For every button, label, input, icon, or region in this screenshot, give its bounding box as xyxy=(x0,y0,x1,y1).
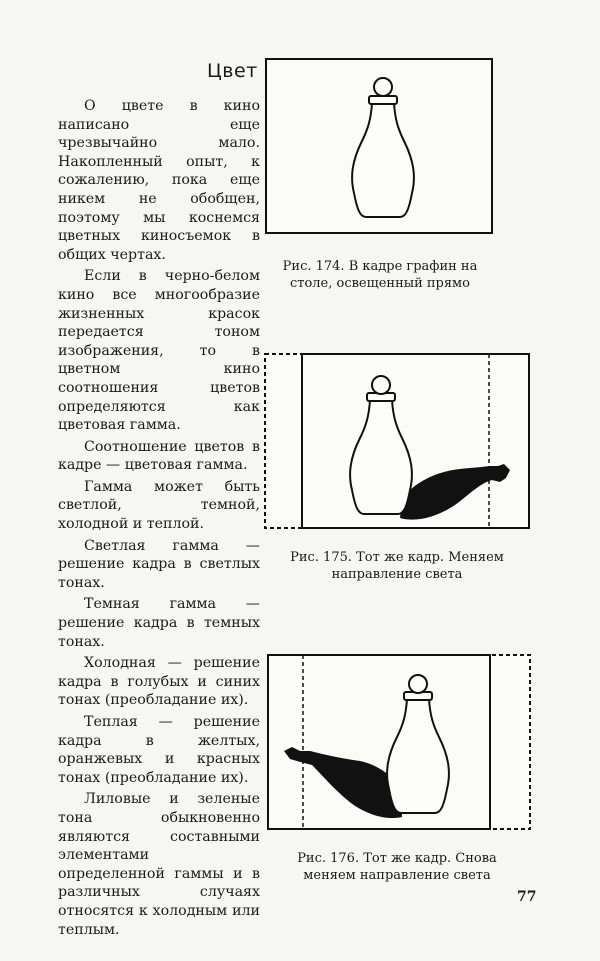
page-number: 77 xyxy=(517,889,537,905)
figure-175 xyxy=(262,352,532,532)
body-text xyxy=(58,97,260,942)
section-heading: Цвет xyxy=(207,60,258,82)
figure-176 xyxy=(266,653,532,833)
paragraph: Теплая — решение кадра в желтых, оранжевых и красных тонах (преобладание их). xyxy=(58,714,260,786)
paragraph: Соотношение цветов в кадре — цветовая гамма. xyxy=(58,438,260,474)
paragraph: Лиловые и зеленые тона обыкновенно являются составными элементами определенной гаммы и в различных случаях относятся к холодным или теплым. xyxy=(58,791,260,938)
paragraph: О цвете в кино написано еще чрезвычайно мало. Накопленный опыт, к сожалению, пока еще никем не обобщен, поэтому мы коснемся цветных киносъемок в общих чертах. xyxy=(58,98,260,263)
paragraph: Холодная — решение кадра в голубых и синих тонах (преобладание их). xyxy=(58,655,260,709)
figure-174 xyxy=(264,57,494,237)
figure-176-caption: Рис. 176. Тот же кадр. Снова меняем направление света xyxy=(297,851,497,883)
paragraph: Светлая гамма — решение кадра в светлых тонах. xyxy=(58,537,260,591)
paragraph: Темная гамма — решение кадра в темных тонах. xyxy=(58,596,260,650)
paragraph: Если в черно-белом кино все многообразие жизненных красок передается тоном изображения, то в цветном кино соотношения цветов определяются как цветовая гамма. xyxy=(58,268,260,434)
paragraph: Гамма может быть светлой, темной, холодной и теплой. xyxy=(58,478,260,533)
figure-174-caption: Рис. 174. В кадре графин на столе, освещенный прямо xyxy=(282,259,478,291)
figure-175-caption: Рис. 175. Тот же кадр. Меняем направление света xyxy=(290,550,504,582)
